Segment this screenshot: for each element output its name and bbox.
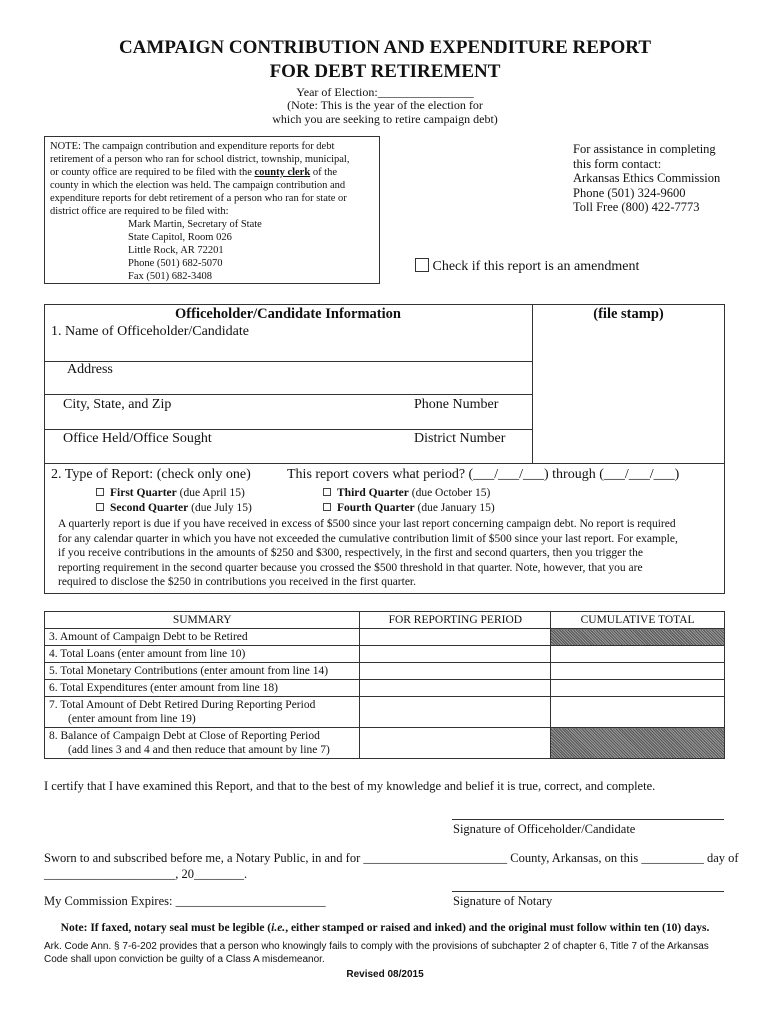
- assistance-line: Phone (501) 324-9600: [573, 185, 686, 200]
- filing-note-box: [44, 136, 380, 284]
- note-line: [50, 166, 374, 179]
- quarter-due: (due April 15): [176, 487, 245, 499]
- summary-label-line: 8. Balance of Campaign Debt at Close of Reporting Period: [49, 730, 320, 742]
- county-clerk-emphasis: county clerk: [254, 167, 311, 178]
- year-of-election: Year of Election:________________: [296, 85, 474, 99]
- assistance-line: Arkansas Ethics Commission: [573, 171, 721, 185]
- divider: [44, 361, 532, 362]
- first-quarter-option[interactable]: [96, 487, 245, 499]
- year-note-1: (Note: This is the year of the election for: [287, 98, 483, 112]
- summary-label: 4. Total Loans (enter amount from line 10): [45, 646, 360, 663]
- second-quarter-option[interactable]: [96, 502, 252, 514]
- divider: [44, 394, 532, 395]
- quarter-label: Third Quarter: [337, 487, 409, 499]
- secretary-address: [50, 218, 374, 283]
- assistance-line: Toll Free (800) 422-7773: [573, 200, 700, 214]
- summary-label-line: 7. Total Amount of Debt Retired During Reporting Period: [49, 699, 316, 711]
- summary-label: [45, 697, 360, 728]
- table-row: [45, 697, 725, 728]
- cumulative-header: CUMULATIVE TOTAL: [551, 612, 725, 629]
- quarterly-explanation: [58, 517, 720, 590]
- candidate-signature-line[interactable]: [452, 819, 724, 820]
- fax-note-text: , either stamped or raised and inked) and the original must follow within ten (10) days.: [285, 922, 710, 934]
- explanation-line: if you receive contributions in the amounts of $250 and $300, respectively, in the first and second quarters, then you trigger the: [58, 547, 643, 560]
- assistance-line: For assistance in completing: [573, 142, 716, 156]
- notary-signature-line[interactable]: [452, 891, 724, 892]
- reporting-period-cell[interactable]: [360, 663, 551, 680]
- divider: [44, 429, 532, 430]
- table-row: [45, 663, 725, 680]
- summary-label: 6. Total Expenditures (enter amount from line 18): [45, 680, 360, 697]
- divider: [532, 304, 533, 464]
- reporting-period-header: FOR REPORTING PERIOD: [360, 612, 551, 629]
- summary-header-row: [45, 612, 725, 629]
- assistance-line: this form contact:: [573, 156, 662, 171]
- address-line: State Capitol, Room 026: [128, 232, 232, 243]
- reporting-period-cell[interactable]: [360, 646, 551, 663]
- form-subtitle: FOR DEBT RETIREMENT: [269, 61, 501, 82]
- summary-label-line: (enter amount from line 19): [68, 713, 196, 725]
- cumulative-cell[interactable]: [551, 663, 725, 680]
- summary-table: [44, 611, 725, 759]
- assistance-contact: [573, 142, 720, 215]
- note-line: retirement of a person who ran for school district, township, municipal,: [50, 154, 350, 165]
- summary-label: [45, 728, 360, 759]
- quarter-due: (due January 15): [414, 502, 495, 514]
- district-number-field[interactable]: District Number: [414, 431, 506, 446]
- fax-note-ie: i.e.: [271, 922, 286, 934]
- quarter-label: Second Quarter: [110, 502, 189, 514]
- table-row: [45, 728, 725, 759]
- fax-note: [0, 922, 770, 934]
- third-quarter-option[interactable]: [323, 487, 490, 499]
- commission-expires-field[interactable]: My Commission Expires: ________________________: [44, 894, 326, 908]
- quarter-label: Fourth Quarter: [337, 502, 415, 514]
- arkansas-code-note: [44, 941, 734, 966]
- address-line: Little Rock, AR 72201: [128, 245, 224, 256]
- amendment-label: Check if this report is an amendment: [432, 259, 640, 274]
- candidate-signature-label: Signature of Officeholder/Candidate: [453, 822, 636, 836]
- sworn-statement[interactable]: Sworn to and subscribed before me, a Notary Public, in and for _______________________ County, Arkansas, on this __________ day of: [44, 851, 739, 865]
- address-line: Phone (501) 682-5070: [128, 258, 223, 269]
- address-line: Fax (501) 682-3408: [128, 271, 212, 282]
- first-quarter-checkbox[interactable]: [96, 488, 104, 496]
- code-line: Ark. Code Ann. § 7-6-202 provides that a person who knowingly fails to comply with the provisions of subchapter 2 of chapter 6, Title 7 of the Arkansas: [44, 941, 709, 952]
- note-line: district office are required to be filed with:: [50, 206, 229, 217]
- note-text: of the: [310, 167, 338, 178]
- shaded-cell: [551, 629, 725, 646]
- note-line: county in which the election was held. The campaign contribution and: [50, 180, 346, 191]
- table-row: [45, 646, 725, 663]
- table-row: [45, 629, 725, 646]
- table-row: [45, 680, 725, 697]
- reporting-period-cell[interactable]: [360, 728, 551, 759]
- year-note-2: which you are seeking to retire campaign debt): [272, 112, 498, 126]
- revision-date: Revised 08/2015: [346, 969, 424, 980]
- city-state-zip-field[interactable]: City, State, and Zip: [63, 397, 172, 412]
- explanation-line: reporting requirement in the second quarter because you crossed the $500 threshold in that quarter. Note, however, that you are: [58, 561, 643, 574]
- fourth-quarter-option[interactable]: [323, 502, 495, 514]
- code-line: Code shall upon conviction be guilty of a Class A misdemeanor.: [44, 953, 325, 965]
- explanation-line: A quarterly report is due if you have received in excess of $500 since your last report concerning campaign debt. No report is required: [58, 518, 676, 530]
- summary-label: 3. Amount of Campaign Debt to be Retired: [45, 629, 360, 646]
- summary-header: SUMMARY: [45, 612, 360, 629]
- cumulative-cell[interactable]: [551, 646, 725, 663]
- cumulative-cell[interactable]: [551, 697, 725, 728]
- sworn-date[interactable]: _____________________, 20________.: [44, 867, 248, 881]
- address-line: Mark Martin, Secretary of State: [128, 219, 262, 230]
- amendment-checkbox[interactable]: [415, 258, 429, 272]
- fax-note-text: Note: If faxed, notary seal must be legible (: [60, 922, 272, 934]
- quarter-due: (due July 15): [188, 502, 252, 514]
- cumulative-cell[interactable]: [551, 680, 725, 697]
- report-type-label: 2. Type of Report: (check only one): [51, 467, 251, 482]
- summary-label-line: (add lines 3 and 4 and then reduce that amount by line 7): [68, 744, 330, 756]
- divider: [44, 463, 725, 464]
- quarter-label: First Quarter: [110, 487, 177, 499]
- explanation-line: for any calendar quarter in which you have not exceeded the cumulative contribution limit of $500 since your last report. For example,: [58, 532, 678, 545]
- summary-label: 5. Total Monetary Contributions (enter amount from line 14): [45, 663, 360, 680]
- third-quarter-checkbox[interactable]: [323, 488, 331, 496]
- note-line: expenditure reports for debt retirement of a person who ran for state or: [50, 193, 347, 204]
- reporting-period-cell[interactable]: [360, 697, 551, 728]
- notary-signature-label: Signature of Notary: [453, 894, 553, 908]
- shaded-cell: [551, 728, 725, 759]
- explanation-line: required to disclose the $250 in contributions you received in the first quarter.: [58, 576, 417, 589]
- amendment-row[interactable]: [415, 258, 639, 275]
- file-stamp-label: (file stamp): [593, 306, 664, 322]
- phone-number-field[interactable]: Phone Number: [414, 397, 499, 412]
- office-sought-field[interactable]: Office Held/Office Sought: [63, 431, 212, 446]
- note-line: NOTE: The campaign contribution and expenditure reports for debt: [50, 141, 335, 152]
- certification-statement: I certify that I have examined this Report, and that to the best of my knowledge and belief it is true, correct, and complete.: [44, 779, 656, 793]
- officeholder-heading: Officeholder/Candidate Information: [175, 306, 401, 322]
- quarter-due: (due October 15): [408, 487, 491, 499]
- address-field[interactable]: Address: [67, 362, 113, 377]
- reporting-period-cell[interactable]: [360, 629, 551, 646]
- note-text: or county office are required to be filed with the: [50, 167, 255, 178]
- report-period-field[interactable]: This report covers what period? (___/___/___) through (___/___/___): [287, 467, 680, 482]
- candidate-name-field[interactable]: 1. Name of Officeholder/Candidate: [51, 324, 250, 339]
- form-title: CAMPAIGN CONTRIBUTION AND EXPENDITURE REPORT: [118, 37, 652, 58]
- fourth-quarter-checkbox[interactable]: [323, 503, 331, 511]
- second-quarter-checkbox[interactable]: [96, 503, 104, 511]
- reporting-period-cell[interactable]: [360, 680, 551, 697]
